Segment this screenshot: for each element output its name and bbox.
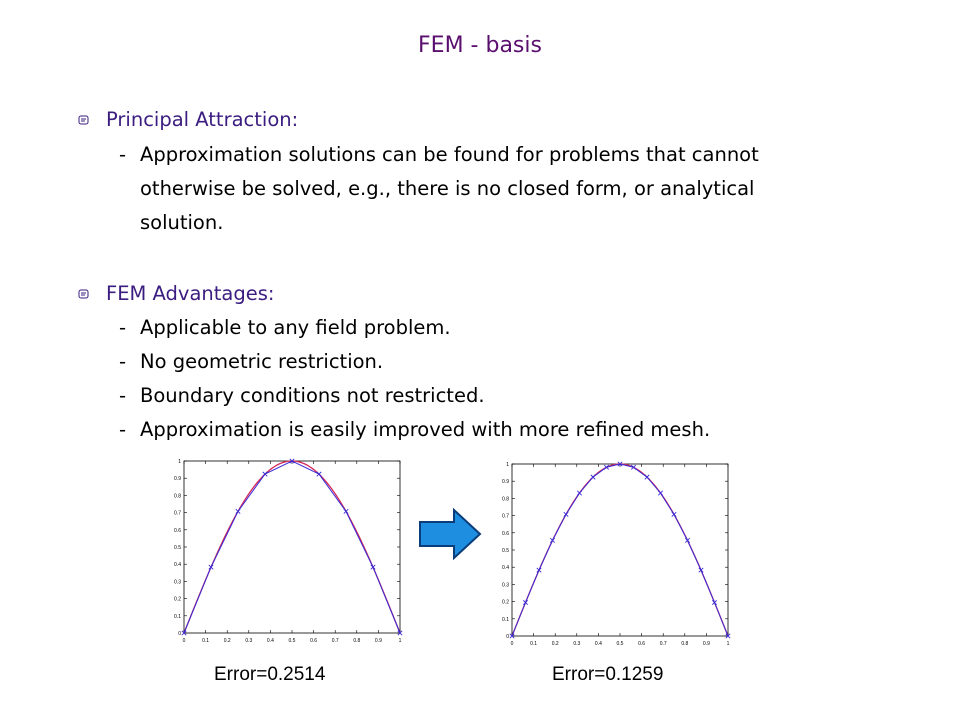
list-item: - Boundary conditions not restricted.: [119, 384, 485, 407]
y-tick-label: 0: [506, 634, 509, 640]
plot-frame: [184, 461, 400, 633]
y-tick-label: 0.4: [502, 565, 509, 572]
y-tick-label: 0.8: [502, 496, 509, 503]
y-tick-label: 0.2: [502, 599, 509, 606]
y-tick-label: 0.3: [502, 582, 509, 589]
x-tick-label: 0.1: [530, 641, 538, 647]
y-tick-label: 0.6: [174, 527, 181, 534]
x-tick-label: 0.4: [594, 641, 602, 647]
list-item: - No geometric restriction.: [119, 350, 384, 373]
x-tick-label: 0.7: [659, 641, 667, 647]
y-tick-label: 0.9: [174, 476, 181, 483]
y-tick-label: 0.1: [174, 613, 181, 620]
section-heading-principal-attraction: Principal Attraction:: [106, 108, 299, 131]
x-tick-label: 0.3: [245, 638, 253, 644]
right-arrow-icon: [418, 508, 482, 560]
list-item-continuation: solution.: [140, 211, 224, 234]
y-tick-label: 0.4: [174, 562, 181, 569]
y-tick-label: 0.7: [502, 513, 509, 520]
coarse-mesh-plot: [166, 455, 414, 650]
y-tick-label: 0.1: [502, 616, 509, 623]
error-label-coarse: Error=0.2514: [214, 664, 326, 685]
x-tick-label: 0.8: [353, 638, 361, 644]
x-tick-label: 0: [510, 641, 514, 647]
list-item-continuation: otherwise be solved, e.g., there is no closed form, or analytical: [140, 177, 755, 200]
x-tick-label: 0.5: [616, 641, 624, 647]
hand-pointer-icon: [78, 114, 90, 126]
y-tick-label: 0.3: [174, 579, 181, 586]
y-tick-label: 0.6: [502, 530, 509, 537]
x-tick-label: 0.2: [223, 638, 231, 644]
x-tick-label: 0.9: [702, 641, 710, 647]
y-tick-label: 0.5: [502, 548, 509, 554]
x-tick-label: 0.6: [310, 638, 318, 644]
plot-frame: [512, 464, 728, 636]
x-tick-label: 0.2: [551, 641, 559, 647]
x-tick-label: 0.1: [202, 638, 210, 644]
list-item: - Approximation solutions can be found for problems that cannot: [119, 143, 759, 166]
x-tick-label: 0: [182, 638, 186, 644]
y-tick-label: 0.2: [174, 596, 181, 603]
y-tick-label: 0.9: [502, 479, 509, 486]
y-tick-label: 1: [178, 459, 181, 465]
y-tick-label: 0.5: [174, 545, 181, 551]
page-title: FEM - basis: [418, 33, 542, 58]
x-tick-label: 0.5: [288, 638, 296, 644]
hand-pointer-icon: [78, 288, 90, 300]
x-tick-label: 0.4: [266, 638, 274, 644]
y-tick-label: 0.7: [174, 510, 181, 517]
x-tick-label: 1: [726, 641, 730, 647]
x-tick-label: 0.8: [681, 641, 689, 647]
list-item: - Approximation is easily improved with more refined mesh.: [119, 418, 711, 441]
x-tick-label: 0.9: [374, 638, 382, 644]
section-heading-fem-advantages: FEM Advantages:: [106, 282, 275, 305]
x-tick-label: 1: [398, 638, 402, 644]
x-tick-label: 0.6: [638, 641, 646, 647]
x-tick-label: 0.3: [573, 641, 581, 647]
list-item: - Applicable to any field problem.: [119, 316, 451, 339]
y-tick-label: 0.8: [174, 493, 181, 500]
refined-mesh-plot: [494, 458, 742, 653]
x-tick-label: 0.7: [331, 638, 339, 644]
y-tick-label: 0: [178, 631, 181, 637]
y-tick-label: 1: [506, 462, 509, 468]
error-label-refined: Error=0.1259: [552, 664, 664, 685]
